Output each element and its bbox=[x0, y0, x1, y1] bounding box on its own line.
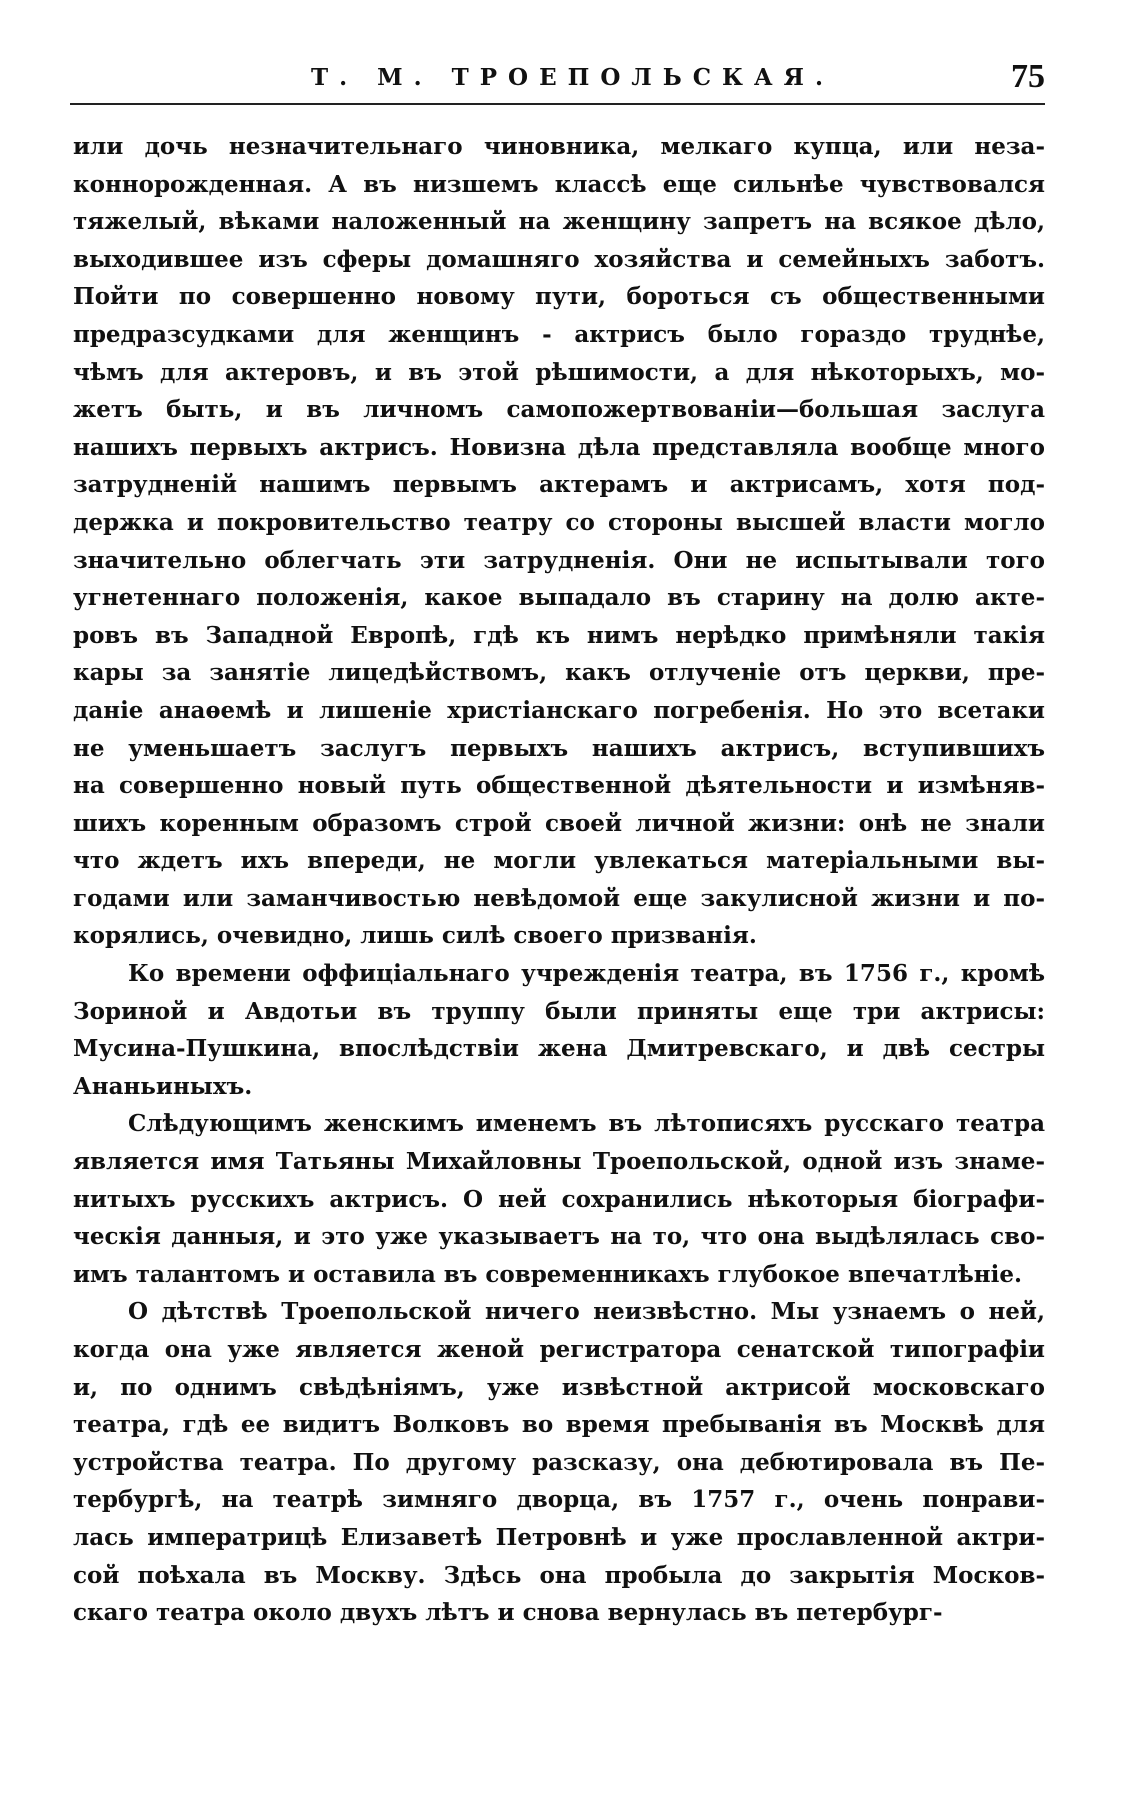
text-line: нитыхъ русскихъ актрисъ. О ней сохранились нѣкоторыя біографи- bbox=[73, 1185, 1045, 1213]
header-rule bbox=[70, 103, 1045, 105]
text-line: нашихъ первыхъ актрисъ. Новизна дѣла представляла вообще много bbox=[73, 433, 1045, 461]
running-head bbox=[70, 58, 1045, 102]
text-line: годами или заманчивостью невѣдомой еще закулисной жизни и по- bbox=[73, 884, 1045, 912]
text-line: театра, гдѣ ее видитъ Волковъ во время пребыванія въ Москвѣ для bbox=[73, 1411, 1045, 1439]
text-line: угнетеннаго положенія, какое выпадало въ старину на долю акте- bbox=[73, 584, 1045, 612]
text-line: кары за занятіе лицедѣйствомъ, какъ отлученіе отъ церкви, пре- bbox=[73, 659, 1045, 687]
body-text bbox=[73, 128, 1045, 1632]
page-number: 75 bbox=[1011, 58, 1045, 95]
text-line: тербургѣ, на театрѣ зимняго дворца, въ 1757 г., очень понрави- bbox=[73, 1486, 1045, 1514]
text-line: шихъ коренным образомъ строй своей личной жизни: онѣ не знали bbox=[73, 809, 1045, 837]
text-line: что ждетъ ихъ впереди, не могли увлекаться матеріальными вы- bbox=[73, 847, 1045, 875]
text-line: Мусина-Пушкина, впослѣдствіи жена Дмитревскаго, и двѣ сестры bbox=[73, 1035, 1045, 1063]
text-line: не уменьшаетъ заслугъ первыхъ нашихъ актрисъ, вступившихъ bbox=[73, 734, 1045, 762]
text-line: предразсудками для женщинъ - актрисъ было гораздо труднѣе, bbox=[73, 320, 1045, 348]
paragraph bbox=[73, 128, 1045, 955]
text-line: тяжелый, вѣками наложенный на женщину запретъ на всякое дѣло, bbox=[73, 208, 1045, 236]
text-line: Слѣдующимъ женскимъ именемъ въ лѣтописяхъ русскаго театра bbox=[128, 1110, 1045, 1138]
text-line: О дѣтствѣ Троепольской ничего неизвѣстно. Мы узнаемъ о ней, bbox=[128, 1298, 1045, 1326]
text-line: ческія данныя, и это уже указываетъ на то, что она выдѣлялась сво- bbox=[73, 1223, 1045, 1251]
running-title: Т. М. ТРОЕПОЛЬСКАЯ. bbox=[311, 64, 834, 91]
text-line: коннорожденная. А въ низшемъ классѣ еще сильнѣе чувствовался bbox=[73, 170, 1045, 198]
text-line: имъ талантомъ и оставила въ современникахъ глубокое впечатлѣніе. bbox=[73, 1260, 1022, 1288]
text-line: корялись, очевидно, лишь силѣ своего призванія. bbox=[73, 922, 757, 950]
text-line: ровъ въ Западной Европѣ, гдѣ къ нимъ нерѣдко примѣняли такія bbox=[73, 621, 1045, 649]
text-line: когда она уже является женой регистратора сенатской типографіи bbox=[73, 1336, 1045, 1363]
text-line: на совершенно новый путь общественной дѣятельности и измѣняв- bbox=[73, 772, 1045, 800]
text-line: Зориной и Авдотьи въ труппу были приняты еще три актрисы: bbox=[73, 997, 1045, 1025]
text-line: Пойти по совершенно новому пути, бороться съ общественными bbox=[73, 283, 1045, 311]
text-line: выходившее изъ сферы домашняго хозяйства и семейныхъ заботъ. bbox=[73, 245, 1045, 273]
text-line: скаго театра около двухъ лѣтъ и снова вернулась въ петербург- bbox=[73, 1599, 943, 1627]
paragraph bbox=[73, 1293, 1045, 1631]
text-line: и, по однимъ свѣдѣніямъ, уже извѣстной актрисой московскаго bbox=[73, 1373, 1045, 1401]
text-line: значительно облегчать эти затрудненія. Они не испытывали того bbox=[73, 546, 1045, 574]
text-line: или дочь незначительнаго чиновника, мелкаго купца, или неза- bbox=[73, 133, 1045, 160]
text-line: Ананьиныхъ. bbox=[73, 1072, 253, 1100]
text-line: затрудненій нашимъ первымъ актерамъ и актрисамъ, хотя под- bbox=[73, 471, 1045, 499]
text-line: сой поѣхала въ Москву. Здѣсь она пробыла до закрытія Москов- bbox=[73, 1561, 1045, 1589]
text-line: даніе анаѳемѣ и лишеніе христіанскаго погребенія. Но это всетаки bbox=[73, 696, 1045, 724]
text-line: Ко времени оффиціальнаго учрежденія театра, въ 1756 г., кромѣ bbox=[128, 960, 1045, 988]
text-line: лась императрицѣ Елизаветѣ Петровнѣ и уже прославленной актри- bbox=[73, 1523, 1045, 1551]
text-line: является имя Татьяны Михайловны Троепольской, одной изъ знаме- bbox=[73, 1148, 1045, 1176]
text-line: чѣмъ для актеровъ, и въ этой рѣшимости, а для нѣкоторыхъ, мо- bbox=[73, 358, 1045, 386]
paragraph bbox=[73, 955, 1045, 1105]
text-line: держка и покровительство театру со стороны высшей власти могло bbox=[73, 508, 1045, 536]
paragraph bbox=[73, 1105, 1045, 1293]
text-line: устройства театра. По другому разсказу, она дебютировала въ Пе- bbox=[73, 1448, 1045, 1476]
text-line: жетъ быть, и въ личномъ самопожертвованіи—большая заслуга bbox=[73, 396, 1045, 424]
